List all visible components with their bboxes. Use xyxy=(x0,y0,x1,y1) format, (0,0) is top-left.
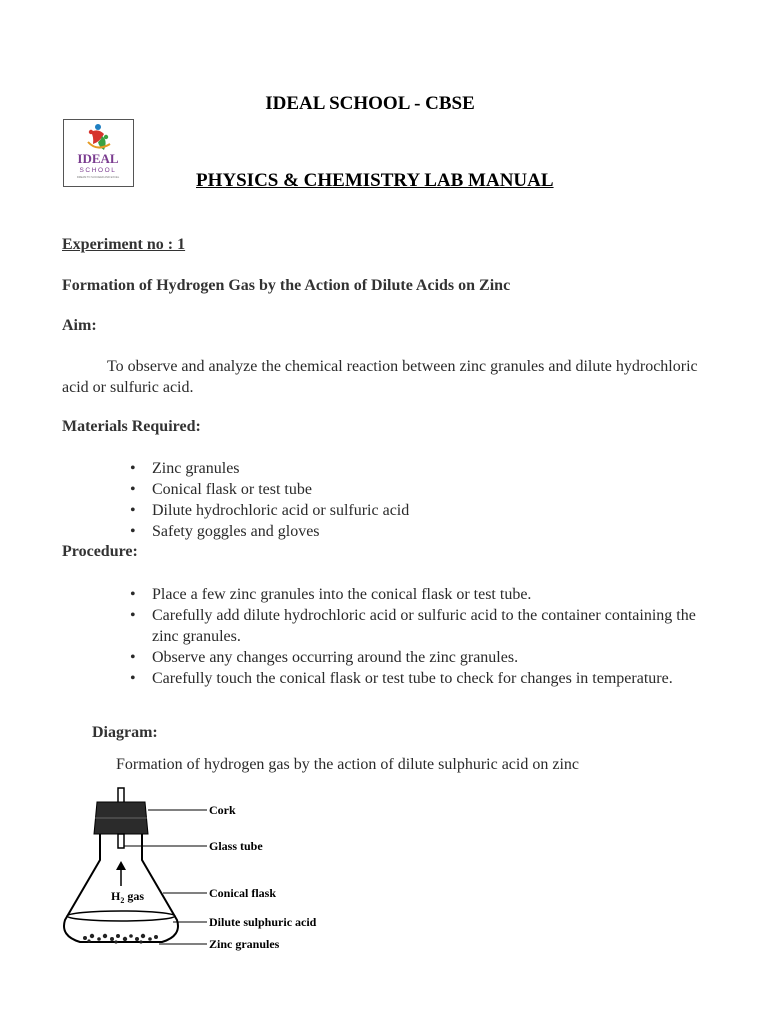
diagram-caption: Formation of hydrogen gas by the action of dilute sulphuric acid on zinc xyxy=(116,756,579,773)
school-logo xyxy=(63,119,134,187)
manual-title: PHYSICS & CHEMISTRY LAB MANUAL xyxy=(196,170,554,191)
logo-figure-head-red xyxy=(89,130,93,134)
experiment-number: Experiment no : 1 xyxy=(62,236,186,253)
diagram-heading: Diagram: xyxy=(92,724,158,741)
logo-tagline: DREAM TO SUCCEED AND EXCEL xyxy=(76,176,120,179)
school-title: IDEAL SCHOOL - CBSE xyxy=(265,93,475,114)
aim-heading: Aim: xyxy=(62,317,97,334)
materials-heading: Materials Required: xyxy=(62,418,201,435)
experiment-title: Formation of Hydrogen Gas by the Action of Dilute Acids on Zinc xyxy=(62,277,511,294)
procedure-list xyxy=(62,584,702,689)
list-item: • Carefully add dilute hydrochloric acid or sulfuric acid to the container containing the zinc granules. xyxy=(62,605,702,647)
glass-tube-inner xyxy=(118,834,124,848)
list-item: • Safety goggles and gloves xyxy=(62,521,702,542)
list-item: • Dilute hydrochloric acid or sulfuric acid xyxy=(62,500,702,521)
list-item: • Place a few zinc granules into the conical flask or test tube. xyxy=(62,584,702,605)
flask-outline xyxy=(64,834,178,942)
label-cork: Cork xyxy=(209,803,236,817)
procedure-heading: Procedure: xyxy=(62,543,138,560)
list-item: • Conical flask or test tube xyxy=(62,479,702,500)
label-zinc: Zinc granules xyxy=(209,937,280,951)
label-glass-tube: Glass tube xyxy=(209,839,263,853)
acid-surface xyxy=(67,911,175,921)
logo-text-ideal: IDEAL xyxy=(77,151,119,166)
gas-arrow-head xyxy=(116,861,126,870)
list-item: • Zinc granules xyxy=(62,458,702,479)
logo-text-school: SCHOOL xyxy=(79,167,117,174)
aim-text: To observe and analyze the chemical reaction between zinc granules and dilute hydrochloric acid or sulfuric acid. xyxy=(62,358,698,396)
flask-diagram xyxy=(55,786,355,958)
list-item: • Observe any changes occurring around the zinc granules. xyxy=(62,647,702,668)
logo-figure-head-green xyxy=(104,135,108,139)
list-item: • Carefully touch the conical flask or test tube to check for changes in temperature. xyxy=(62,668,702,689)
materials-list xyxy=(62,458,702,542)
gas-label: $H_2$ gas xyxy=(111,889,145,905)
label-conical-flask: Conical flask xyxy=(209,886,277,900)
logo-figure-head-blue xyxy=(95,124,101,130)
label-acid: Dilute sulphuric acid xyxy=(209,915,317,929)
